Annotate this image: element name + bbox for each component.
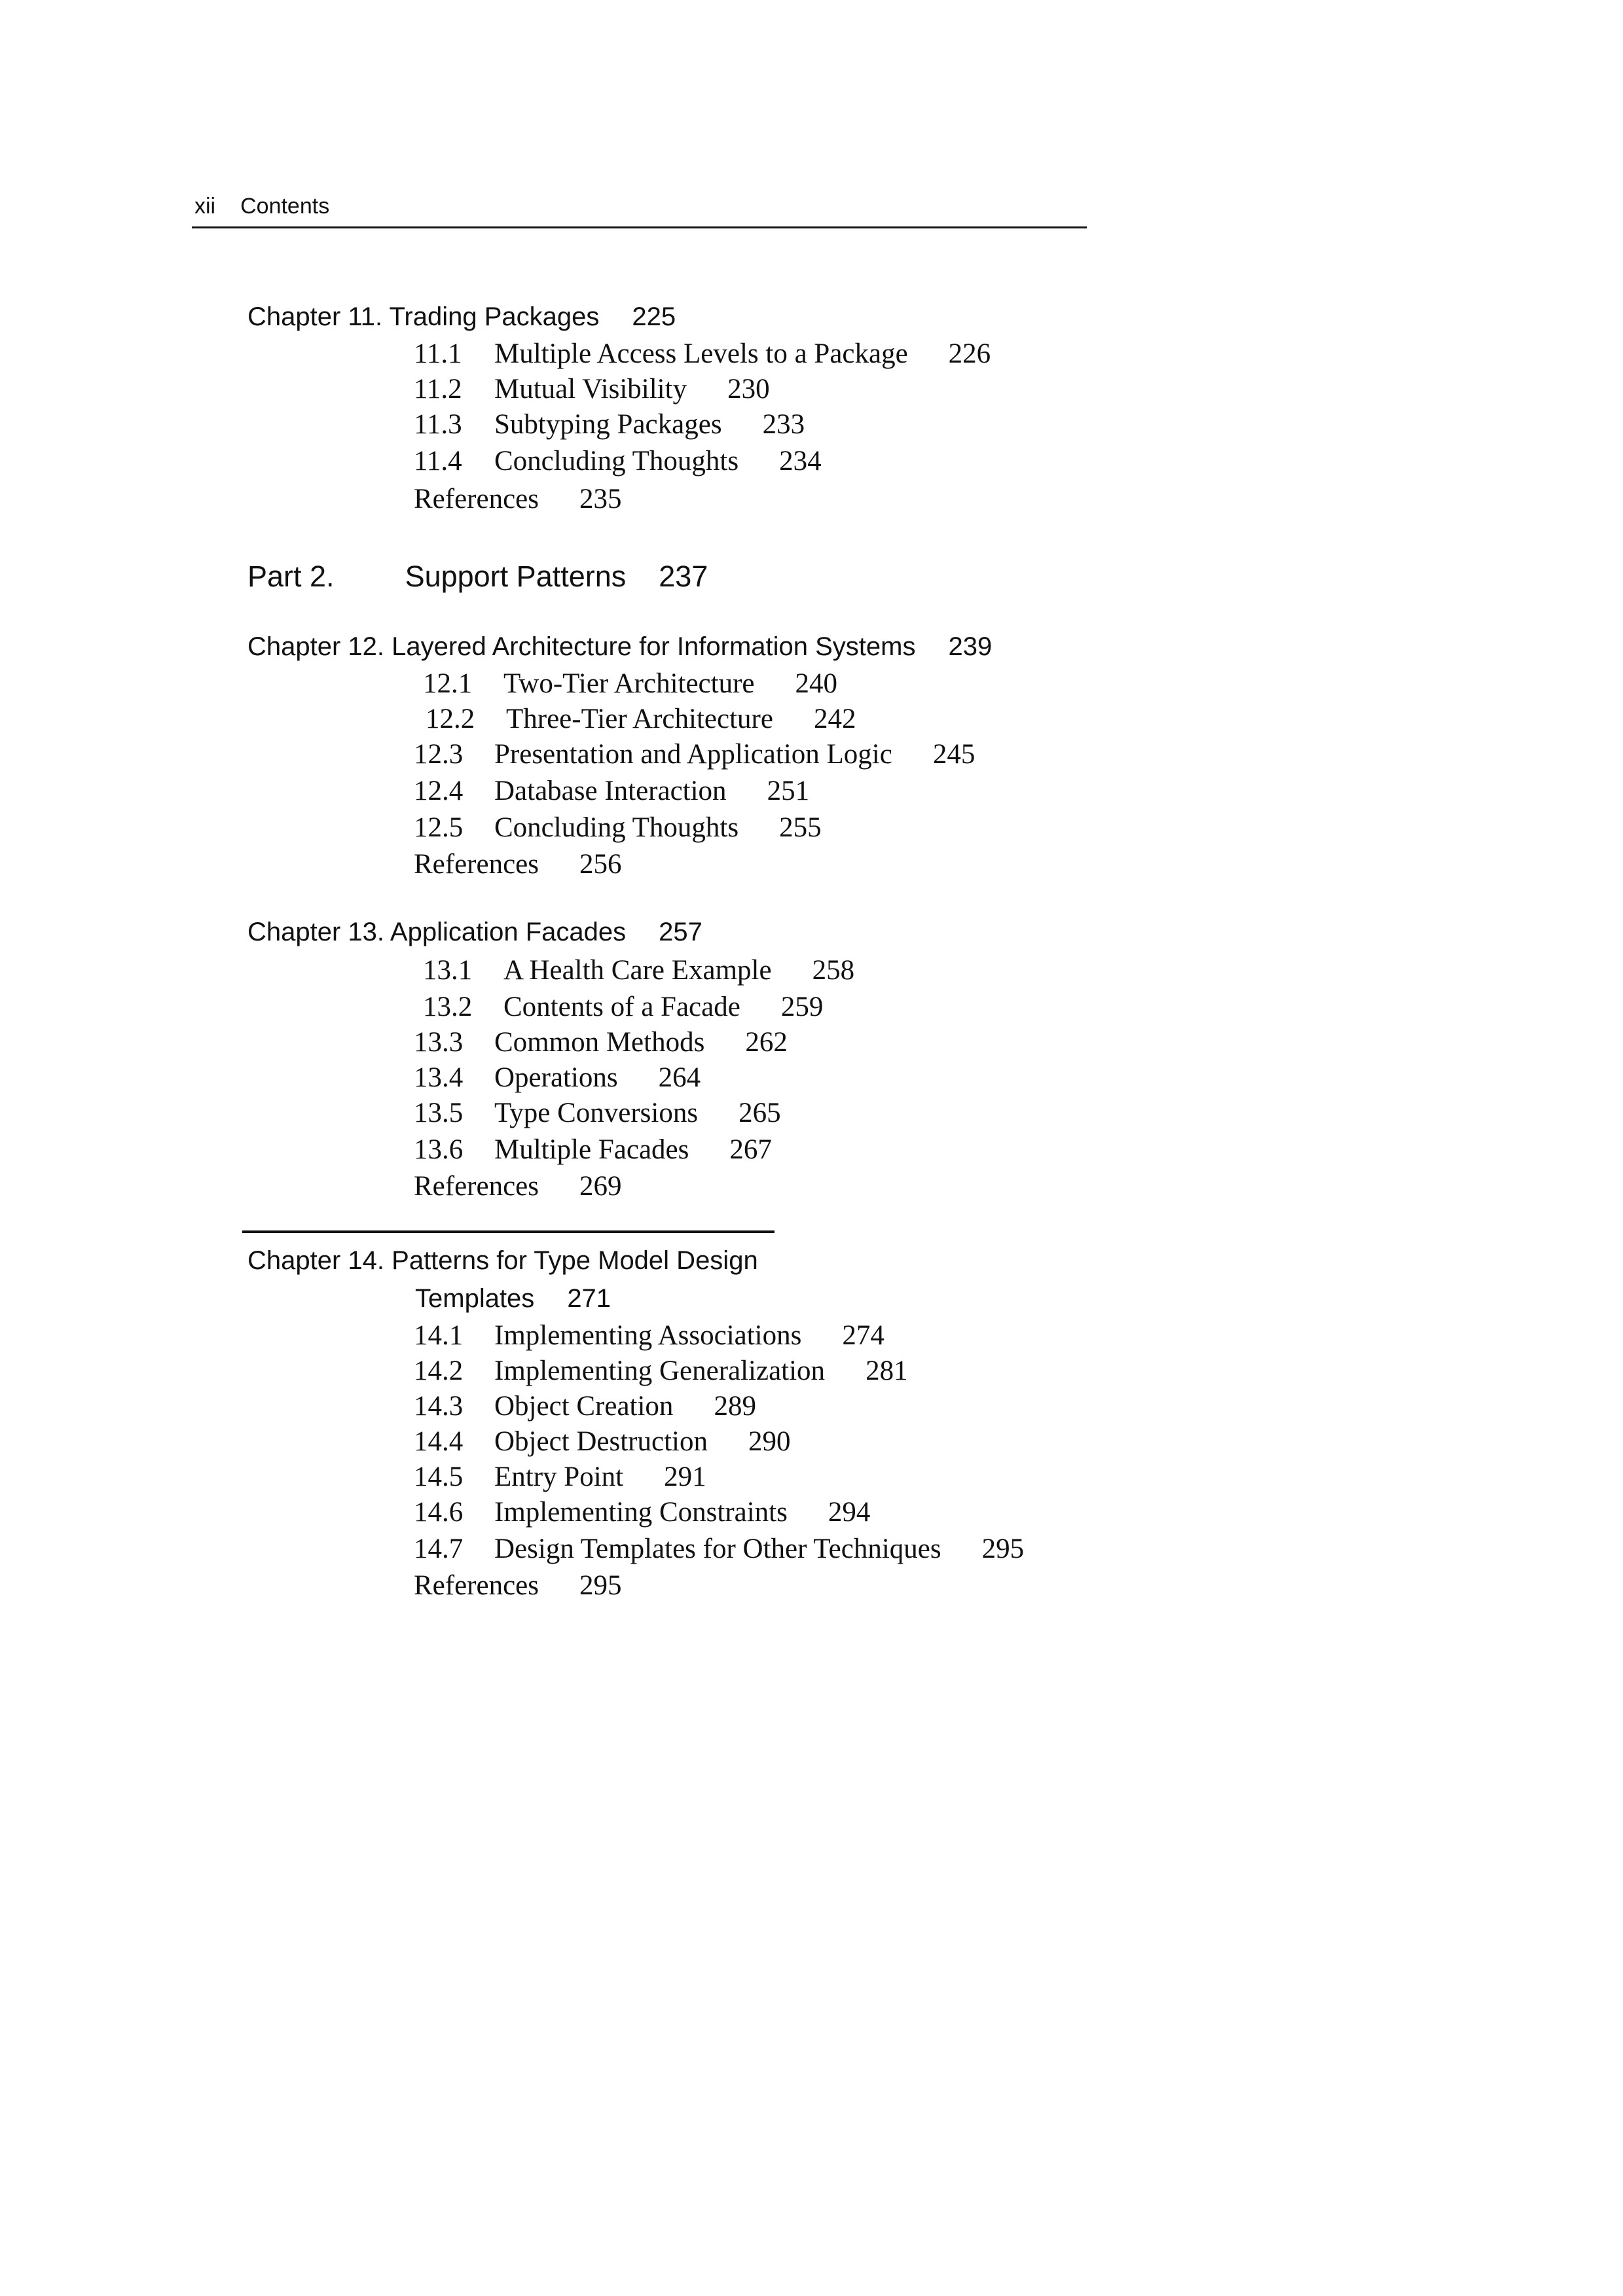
section-number: 11.4 (414, 446, 462, 476)
toc-references-13[interactable] (414, 1170, 621, 1202)
section-page: 274 (842, 1320, 884, 1351)
section-number: 11.1 (414, 338, 462, 369)
section-number: 11.2 (414, 374, 462, 404)
part-2-heading[interactable] (247, 560, 708, 594)
chapter-page: 225 (632, 302, 676, 331)
section-number: 14.3 (414, 1391, 464, 1422)
section-number: 13.2 (423, 992, 473, 1022)
toc-entry-12-1[interactable] (423, 668, 837, 700)
chapter-title: Chapter 14. Patterns for Type Model Design (247, 1246, 758, 1275)
section-page: 230 (727, 374, 770, 404)
part-label: Part 2. (247, 560, 335, 593)
section-number: 13.4 (414, 1062, 464, 1093)
chapter-14-heading-cont[interactable] (415, 1284, 611, 1314)
section-number: 13.1 (423, 955, 473, 986)
chapter-14-rule (242, 1230, 775, 1233)
section-page: 281 (866, 1355, 908, 1386)
header-rule (192, 226, 1087, 228)
references-label: References (414, 1171, 539, 1202)
section-title: Implementing Constraints (494, 1497, 788, 1528)
toc-entry-14-7[interactable] (414, 1533, 1024, 1565)
toc-entry-11-4[interactable] (414, 445, 822, 477)
section-title: Concluding Thoughts (494, 446, 739, 476)
toc-entry-13-3[interactable] (414, 1026, 788, 1058)
toc-entry-11-2[interactable] (414, 373, 770, 405)
section-number: 12.2 (426, 704, 475, 734)
references-page: 295 (579, 1570, 622, 1601)
section-page: 234 (779, 446, 822, 476)
section-title: Operations (494, 1062, 618, 1093)
toc-entry-12-3[interactable] (414, 738, 975, 770)
section-number: 13.3 (414, 1027, 464, 1058)
toc-references-11[interactable] (414, 483, 621, 515)
section-page: 259 (780, 992, 824, 1022)
section-title: Mutual Visibility (494, 374, 687, 404)
section-number: 12.4 (414, 776, 464, 806)
section-title: Implementing Generalization (494, 1355, 826, 1386)
toc-entry-12-4[interactable] (414, 775, 809, 807)
section-page: 251 (767, 776, 810, 806)
section-title: Common Methods (494, 1027, 705, 1058)
section-page: 264 (658, 1062, 701, 1093)
section-number: 12.1 (423, 668, 473, 699)
chapter-page: 257 (659, 918, 702, 946)
section-page: 265 (739, 1098, 781, 1128)
toc-entry-14-6[interactable] (414, 1496, 870, 1528)
toc-entry-13-6[interactable] (414, 1134, 772, 1166)
toc-entry-14-5[interactable] (414, 1461, 706, 1493)
section-title: Entry Point (494, 1462, 624, 1492)
section-number: 14.4 (414, 1426, 464, 1457)
toc-entry-14-2[interactable] (414, 1355, 908, 1387)
section-title: A Health Care Example (503, 955, 772, 986)
section-title: Database Interaction (494, 776, 727, 806)
section-title: Multiple Access Levels to a Package (494, 338, 908, 369)
section-page: 295 (981, 1534, 1025, 1564)
chapter-title: Chapter 13. Application Facades (247, 918, 627, 946)
section-title: Implementing Associations (494, 1320, 802, 1351)
section-title: Object Creation (494, 1391, 674, 1422)
toc-references-12[interactable] (414, 848, 621, 880)
section-page: 245 (932, 739, 976, 770)
references-page: 256 (579, 849, 622, 880)
toc-entry-13-1[interactable] (423, 954, 854, 986)
section-number: 13.6 (414, 1134, 464, 1165)
section-number: 14.2 (414, 1355, 464, 1386)
references-page: 269 (579, 1171, 622, 1202)
toc-entry-14-4[interactable] (414, 1426, 791, 1458)
toc-entry-13-4[interactable] (414, 1062, 701, 1094)
section-number: 14.1 (414, 1320, 464, 1351)
section-title: Presentation and Application Logic (494, 739, 892, 770)
chapter-page: 271 (567, 1284, 611, 1313)
chapter-title: Chapter 12. Layered Architecture for Information Systems (247, 632, 916, 661)
section-page: 290 (748, 1426, 791, 1457)
references-label: References (414, 484, 539, 514)
part-page: 237 (659, 560, 708, 593)
toc-entry-11-3[interactable] (414, 408, 805, 440)
section-title: Concluding Thoughts (494, 812, 739, 843)
chapter-13-heading[interactable] (247, 918, 702, 947)
section-page: 226 (948, 338, 991, 369)
section-page: 255 (779, 812, 822, 843)
header-title: Contents (240, 194, 330, 219)
chapter-12-heading[interactable] (247, 632, 992, 662)
section-title: Subtyping Packages (494, 409, 722, 440)
toc-entry-13-2[interactable] (423, 991, 823, 1023)
toc-references-14[interactable] (414, 1570, 621, 1602)
toc-entry-14-1[interactable] (414, 1319, 884, 1352)
section-page: 289 (714, 1391, 756, 1422)
section-number: 12.5 (414, 812, 464, 843)
section-number: 12.3 (414, 739, 464, 770)
section-number: 14.5 (414, 1462, 464, 1492)
toc-entry-12-5[interactable] (414, 812, 822, 844)
section-number: 14.7 (414, 1534, 464, 1564)
chapter-11-heading[interactable] (247, 302, 676, 332)
section-page: 233 (762, 409, 805, 440)
chapter-title-cont: Templates (415, 1284, 535, 1313)
section-title: Contents of a Facade (503, 992, 740, 1022)
section-page: 267 (729, 1134, 772, 1165)
part-title: Support Patterns (405, 560, 627, 593)
references-page: 235 (579, 484, 622, 514)
toc-entry-12-2[interactable] (426, 703, 856, 735)
section-title: Object Destruction (494, 1426, 708, 1457)
section-number: 14.6 (414, 1497, 464, 1528)
chapter-page: 239 (948, 632, 993, 661)
section-page: 262 (745, 1027, 788, 1058)
section-title: Three-Tier Architecture (506, 704, 773, 734)
section-title: Multiple Facades (494, 1134, 689, 1165)
references-label: References (414, 1570, 539, 1601)
section-title: Design Templates for Other Techniques (494, 1534, 941, 1564)
chapter-14-heading[interactable] (247, 1246, 758, 1276)
section-title: Two-Tier Architecture (503, 668, 755, 699)
section-number: 13.5 (414, 1098, 464, 1128)
toc-entry-14-3[interactable] (414, 1390, 756, 1422)
toc-entry-11-1[interactable] (414, 338, 991, 370)
section-page: 242 (813, 704, 856, 734)
section-page: 291 (664, 1462, 706, 1492)
section-page: 240 (795, 668, 837, 699)
section-title: Type Conversions (494, 1098, 699, 1128)
running-head (194, 194, 329, 219)
header-page-number: xii (194, 194, 216, 219)
section-page: 258 (812, 955, 855, 986)
toc-entry-13-5[interactable] (414, 1097, 781, 1129)
section-page: 294 (828, 1497, 871, 1528)
section-number: 11.3 (414, 409, 462, 440)
chapter-title: Chapter 11. Trading Packages (247, 302, 600, 331)
references-label: References (414, 849, 539, 880)
